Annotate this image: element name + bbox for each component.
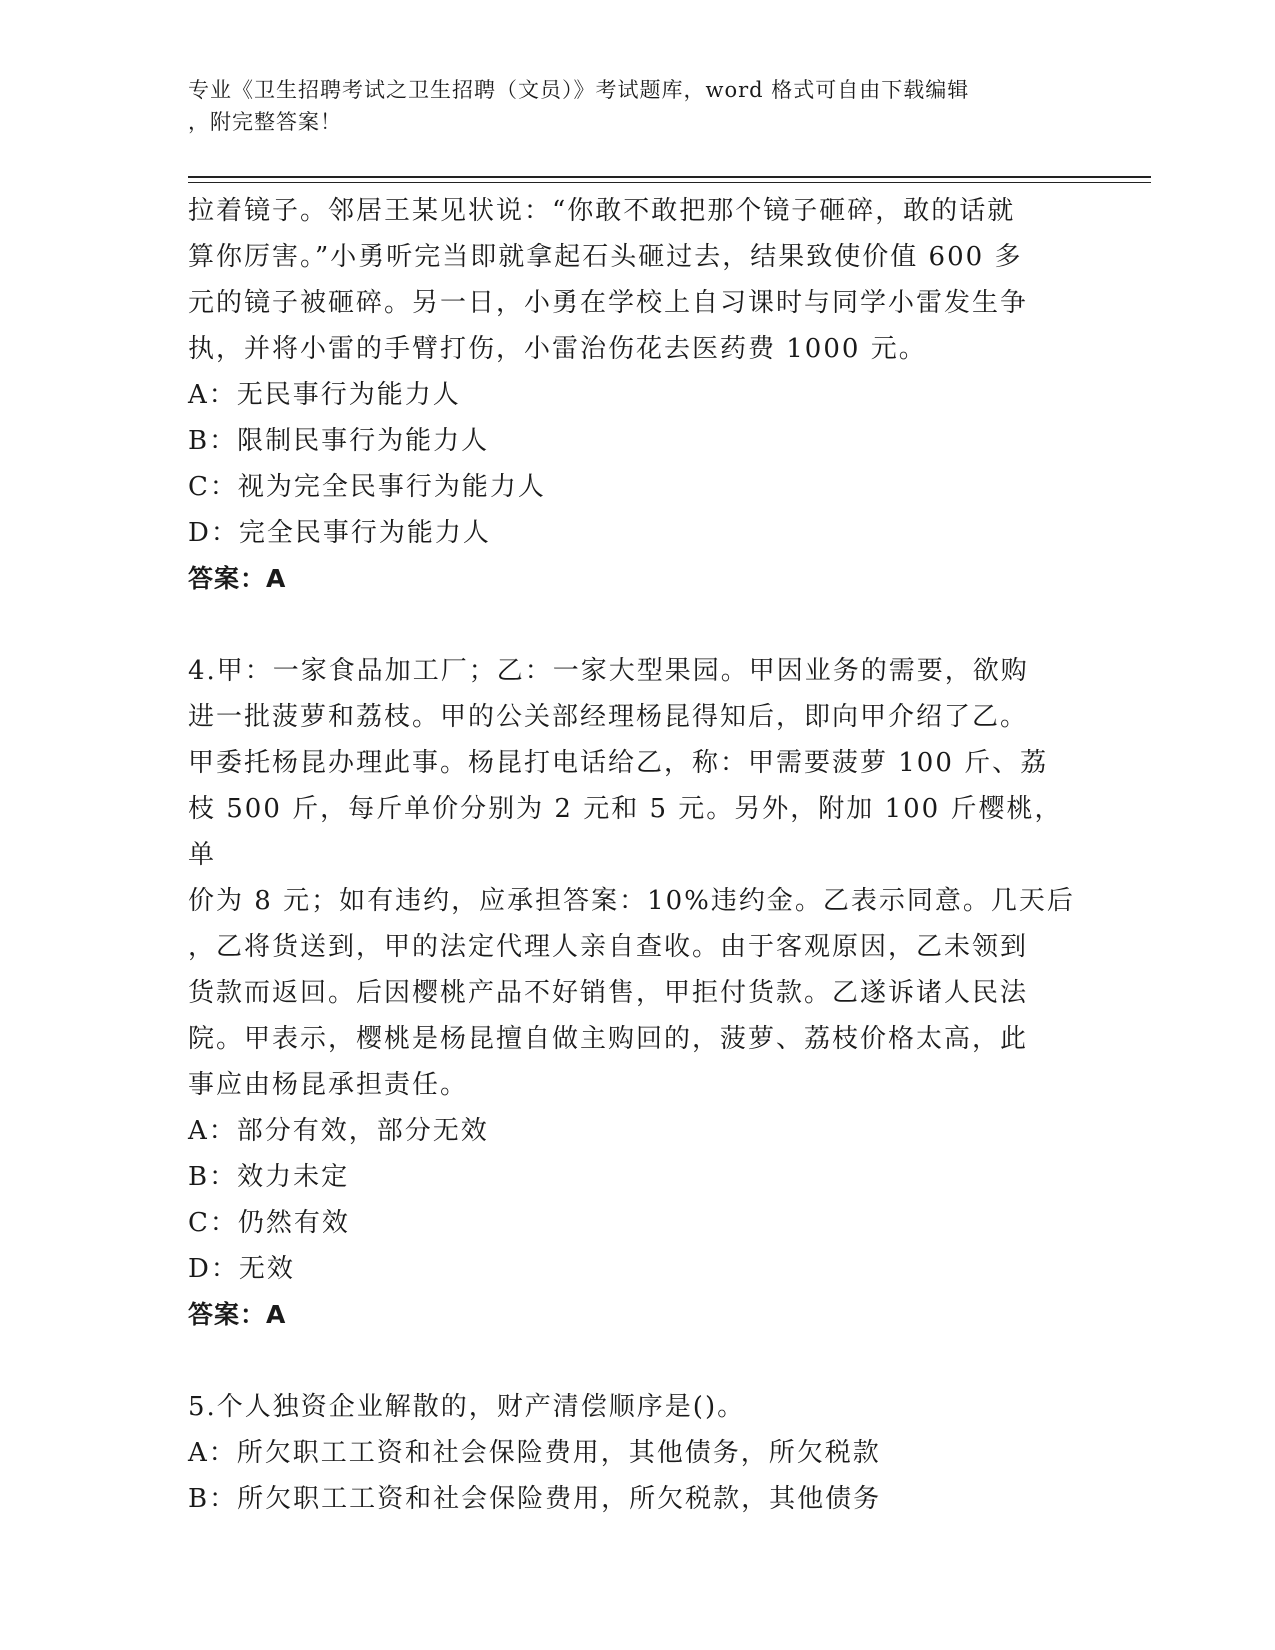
question-text-line: 甲委托杨昆办理此事。杨昆打电话给乙，称：甲需要菠萝 100 斤、荔 [188, 748, 1049, 778]
question-5 [188, 1384, 1088, 1522]
question-text-line: 院。甲表示，樱桃是杨昆擅自做主购回的，菠萝、荔枝价格太高，此 [188, 1024, 1029, 1054]
option-a: A：部分有效，部分无效 [188, 1116, 489, 1146]
question-text-line: 价为 8 元；如有违约，应承担答案：10%违约金。乙表示同意。几天后 [188, 886, 1075, 916]
spacer [188, 602, 1088, 648]
question-text-line: 4.甲：一家食品加工厂；乙：一家大型果园。甲因业务的需要，欲购 [188, 656, 1029, 686]
question-text-line: 货款而返回。后因樱桃产品不好销售，甲拒付货款。乙遂诉诸人民法 [188, 978, 1029, 1008]
question-3-continued [188, 188, 1088, 602]
document-body [188, 188, 1088, 1522]
header-line-1: 专业《卫生招聘考试之卫生招聘（文员）》考试题库，word 格式可自由下载编辑 [188, 78, 970, 102]
question-text-line: 算你厉害。”小勇听完当即就拿起石头砸过去，结果致使价值 600 多 [188, 242, 1023, 272]
option-b: B：所欠职工工资和社会保险费用，所欠税款，其他债务 [188, 1484, 882, 1514]
spacer [188, 1338, 1088, 1384]
option-b: B：限制民事行为能力人 [188, 426, 490, 456]
question-text-line: ，乙将货送到，甲的法定代理人亲自查收。由于客观原因，乙未领到 [188, 932, 1029, 962]
option-c: C：仍然有效 [188, 1208, 350, 1238]
question-text-line: 进一批菠萝和荔枝。甲的公关部经理杨昆得知后，即向甲介绍了乙。 [188, 702, 1029, 732]
answer-line: 答案：A [188, 564, 287, 593]
option-d: D：完全民事行为能力人 [188, 518, 491, 548]
question-4 [188, 648, 1088, 1338]
answer-line: 答案：A [188, 1300, 287, 1329]
option-a: A：无民事行为能力人 [188, 380, 461, 410]
header-divider-thick [188, 176, 1151, 178]
question-text-line: 执，并将小雷的手臂打伤，小雷治伤花去医药费 1000 元。 [188, 334, 927, 364]
option-c: C：视为完全民事行为能力人 [188, 472, 546, 502]
option-b: B：效力未定 [188, 1162, 350, 1192]
document-header [188, 74, 1088, 138]
option-a: A：所欠职工工资和社会保险费用，其他债务，所欠税款 [188, 1438, 881, 1468]
question-text-line: 枝 500 斤，每斤单价分别为 2 元和 5 元。另外，附加 100 斤樱桃，单 [188, 794, 1063, 870]
question-text-line: 事应由杨昆承担责任。 [188, 1070, 469, 1100]
header-line-2: ，附完整答案！ [188, 110, 342, 134]
option-d: D：无效 [188, 1254, 295, 1284]
question-text-line: 5.个人独资企业解散的，财产清偿顺序是()。 [188, 1392, 746, 1422]
header-divider-thin [188, 182, 1151, 183]
question-text-line: 拉着镜子。邻居王某见状说：“你敢不敢把那个镜子砸碎，敢的话就 [188, 196, 1016, 226]
question-text-line: 元的镜子被砸碎。另一日，小勇在学校上自习课时与同学小雷发生争 [188, 288, 1029, 318]
